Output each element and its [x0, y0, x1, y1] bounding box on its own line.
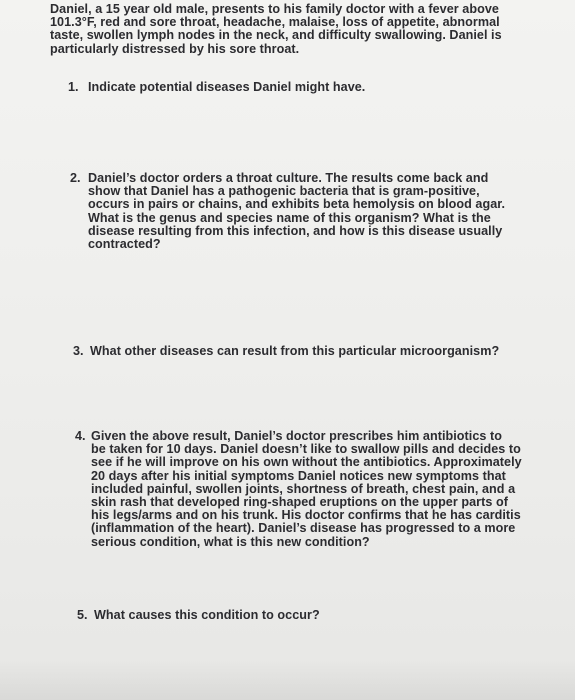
question-number: 5.: [77, 608, 88, 622]
question-text: What causes this condition to occur?: [94, 608, 320, 622]
question-number: 4.: [75, 429, 86, 443]
paper-shadow: [0, 660, 575, 700]
question-4: [75, 430, 565, 549]
question-text: What other diseases can result from this particular microorganism?: [90, 344, 500, 358]
question-3: [73, 345, 563, 358]
question-text: Daniel’s doctor orders a throat culture. The results come back and show that Daniel has a pathogenic bacteria that is gram-positive, occurs in pairs or chains, and exhibits beta hemolysis on blood agar. What is the genus and species name of this organism? What is the disease resulting from this infection, and how is this disease usually contracted?: [88, 171, 506, 252]
question-number: 1.: [68, 80, 79, 94]
question-2: [70, 172, 560, 251]
question-5: [77, 609, 557, 622]
question-text: Given the above result, Daniel’s doctor prescribes him antibiotics to be taken for 10 days. Daniel doesn’t like to swallow pills and decides to see if he will improve on his own without the antibiotics. Approximately 20 days after his initial symptoms Daniel notices new symptoms that included painful, swollen joints, shortness of breath, chest pain, and a skin rash that developed ring-shaped eruptions on the upper parts of his legs/arms and on his trunk. His doctor confirms that he has carditis (inflammation of the heart). Daniel’s disease has progressed to a more serious condition, what is this new condition?: [91, 429, 522, 549]
question-text: Indicate potential diseases Daniel might have.: [88, 80, 366, 94]
question-number: 2.: [70, 171, 81, 185]
question-1: [68, 81, 548, 94]
question-number: 3.: [73, 344, 84, 358]
case-intro-paragraph: Daniel, a 15 year old male, presents to his family doctor with a fever above 101.3°F, red and sore throat, headache, malaise, loss of appetite, abnormal taste, swollen lymph nodes in the neck, and difficulty swallowing. Daniel is particularly distressed by his sore throat.: [50, 2, 502, 56]
